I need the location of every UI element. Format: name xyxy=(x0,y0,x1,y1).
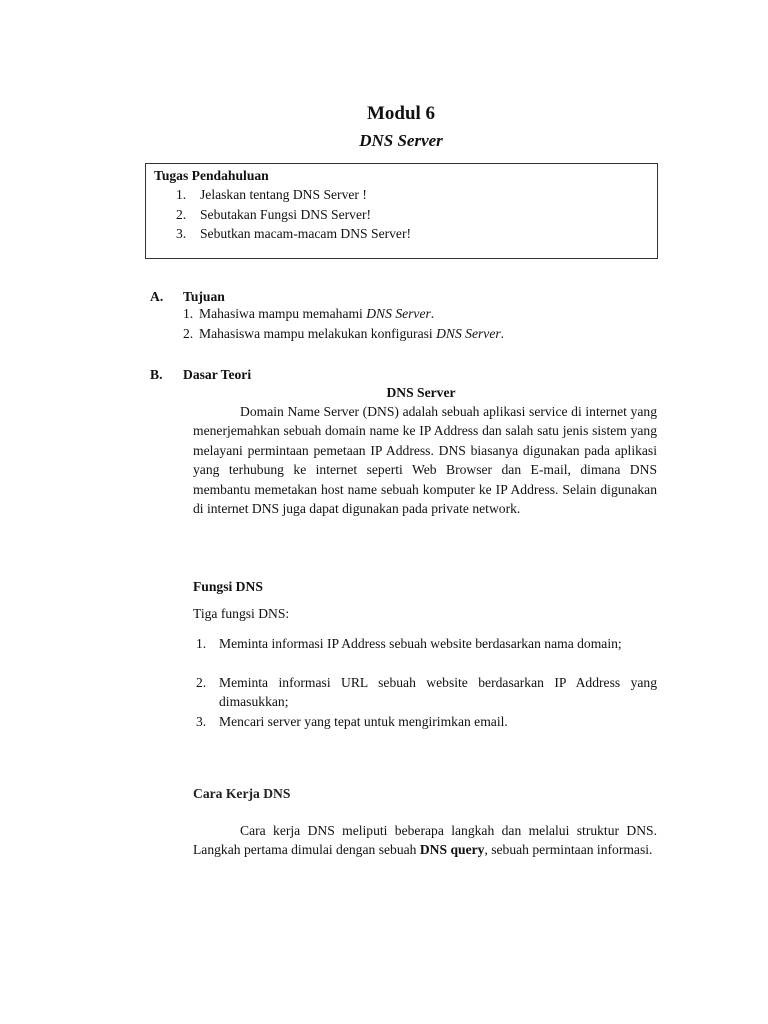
item-text xyxy=(199,304,434,323)
intro-paragraph: Domain Name Server (DNS) adalah sebuah aplikasi service di internet yang menerjemahkan sebuah domain name ke IP Address dan salah satu jenis sistem yang melayani permintaan pemetaan IP Address. DNS biasanya digunakan pada aplikasi yang terhubung ke internet seperti Web Browser dan E-mail, dimana DNS membantu memetakan host name sebuah komputer ke IP Address. Selain digunakan di internet DNS juga dapat digunakan pada private network. xyxy=(193,404,657,517)
text-segment: . xyxy=(500,325,505,341)
item-number: 1. xyxy=(196,636,207,651)
text-bold: DNS query xyxy=(419,842,485,858)
section-a-letter: A. xyxy=(150,289,164,304)
cara-kerja-paragraph xyxy=(193,821,657,860)
item-number: 2. xyxy=(183,325,194,341)
item-text: Meminta informasi IP Address sebuah website berdasarkan nama domain; xyxy=(219,636,622,651)
item-text: Mencari server yang tepat untuk mengirimkan email. xyxy=(219,714,508,729)
cara-kerja-heading: Cara Kerja DNS xyxy=(193,786,291,801)
tugas-heading: Tugas Pendahuluan xyxy=(154,168,269,183)
item-number: 2. xyxy=(196,675,207,690)
item-text: Sebutakan Fungsi DNS Server! xyxy=(200,206,372,222)
text-segment: Mahasiswa mampu melakukan konfigurasi xyxy=(199,325,437,341)
item-number: 1. xyxy=(183,306,194,321)
item-number: 1. xyxy=(176,187,187,202)
item-number: 2. xyxy=(176,206,187,222)
section-a-title: Tujuan xyxy=(183,289,225,304)
item-text: Jelaskan tentang DNS Server ! xyxy=(200,187,367,202)
module-title: Modul 6 xyxy=(366,103,436,124)
item-number: 3. xyxy=(196,714,207,729)
text-segment: . xyxy=(430,306,435,321)
item-text xyxy=(199,324,504,343)
text-segment: , sebuah permintaan informasi. xyxy=(484,842,653,858)
dns-server-heading: DNS Server xyxy=(386,385,456,400)
fungsi-dns-heading: Fungsi DNS xyxy=(193,579,263,594)
item-text: Meminta informasi URL sebuah website berdasarkan IP Address yang dimasukkan; xyxy=(219,675,657,710)
text-segment: Cara kerja DNS meliputi beberapa langkah dan melalui struktur DNS. Langkah pertama dimulai dengan sebuah xyxy=(193,823,657,858)
tugas-pendahuluan-box xyxy=(145,163,658,259)
section-b-letter: B. xyxy=(150,367,163,382)
item-text: Sebutkan macam-macam DNS Server! xyxy=(200,226,412,241)
fungsi-lead: Tiga fungsi DNS: xyxy=(193,606,290,621)
text-italic: DNS Server xyxy=(436,325,501,341)
text-segment: Mahasiwa mampu memahami xyxy=(199,306,367,321)
text-italic: DNS Server xyxy=(366,306,431,321)
section-b-title: Dasar Teori xyxy=(183,367,252,382)
module-subtitle: DNS Server xyxy=(359,131,443,150)
item-number: 3. xyxy=(176,226,187,241)
